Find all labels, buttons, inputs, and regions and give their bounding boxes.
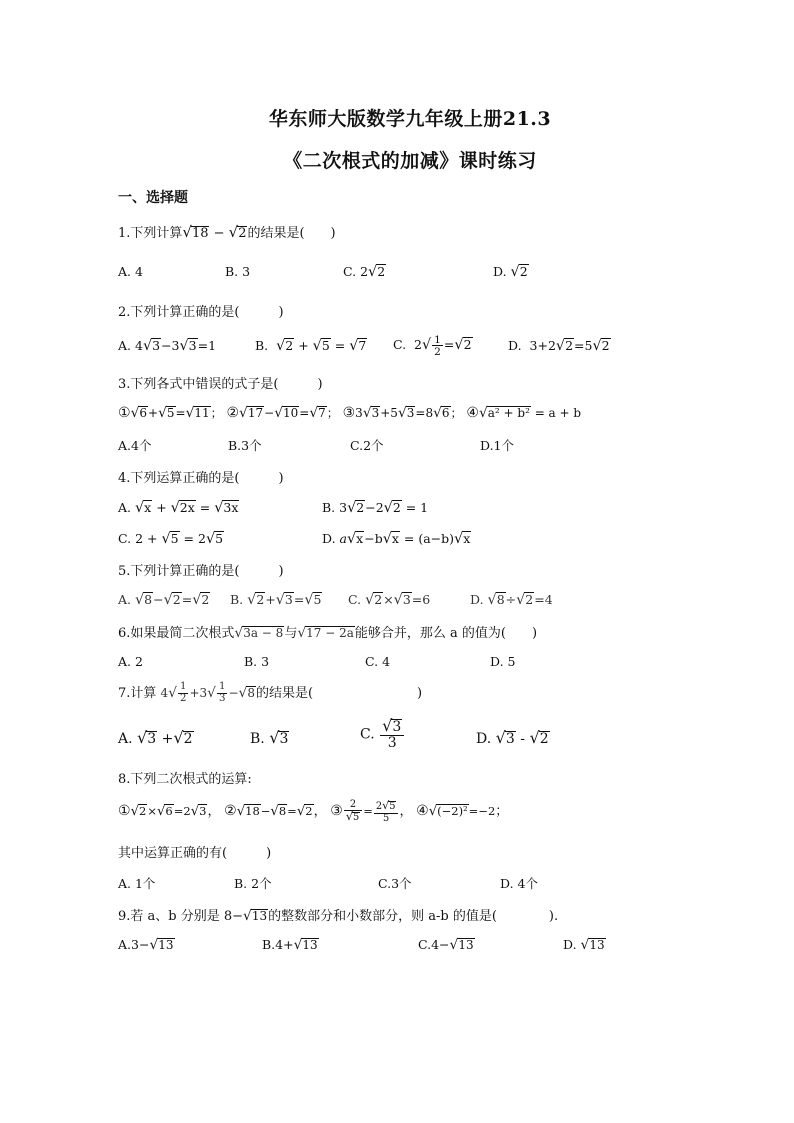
question-1-stem: 1.下列计算√18 − √2的结果是( ) <box>118 223 336 241</box>
option-d[interactable]: D.1个 <box>480 438 515 453</box>
question-8-stem: 8.下列二次根式的运算: <box>118 772 252 787</box>
question-9-stem: 9.若 a、b 分别是 8−√13的整数部分和小数部分，则 a-b 的值是( ). <box>118 908 559 924</box>
question-5-stem: 5.下列计算正确的是( ) <box>118 564 284 579</box>
option-b[interactable]: B. 3√2−2√2 = 1 <box>322 500 429 516</box>
option-b[interactable]: B. √2+√3=√5 <box>230 592 322 608</box>
page-title: 华东师大版数学九年级上册21.3 <box>268 108 552 130</box>
question-4-stem: 4.下列运算正确的是( ) <box>118 471 284 486</box>
option-a[interactable]: A. √3 +√2 <box>118 728 193 747</box>
option-b[interactable]: B. √3 <box>250 728 289 747</box>
question-8-prompt: 其中运算正确的有( ) <box>118 846 272 861</box>
option-b[interactable]: B.3个 <box>228 438 262 453</box>
option-c[interactable]: C. $\frac{√3}{3}$ <box>360 718 405 751</box>
question-6-stem: 6.如果最简二次根式√3a − 8与√17 − 2a能够合并，那么 a 的值为( ) <box>118 625 538 641</box>
option-a[interactable]: A.3−√13 <box>118 937 174 953</box>
option-b[interactable]: B. 3 <box>225 264 251 279</box>
option-d[interactable]: D. √2 <box>493 264 528 280</box>
option-a[interactable]: A. 2 <box>118 654 143 669</box>
option-b[interactable]: B. 2个 <box>234 876 272 891</box>
section-heading: 一、选择题 <box>118 190 188 206</box>
option-c[interactable]: C. 2√2 <box>343 264 386 280</box>
question-7-stem: 7.计算 4√ $\frac{1}{2}$ +3√ $\frac{1}{3}$ −√8的结果是( ) <box>118 681 423 704</box>
option-c[interactable]: C. √2×√3=6 <box>348 592 431 608</box>
option-a[interactable]: A. 4√3−3√3=1 <box>118 338 217 354</box>
page-subtitle: 《二次根式的加减》课时练习 <box>283 150 537 172</box>
question-2-stem: 2.下列计算正确的是( ) <box>118 305 284 320</box>
option-c[interactable]: C.2个 <box>350 438 384 453</box>
option-d[interactable]: D. a√x−b√x = (a−b)√x <box>322 531 471 547</box>
option-d[interactable]: D. √13 <box>563 937 605 953</box>
option-d[interactable]: D. √8÷√2=4 <box>470 592 553 608</box>
question-3-stem: 3.下列各式中错误的式子是( ) <box>118 377 323 392</box>
option-b[interactable]: B. 3 <box>244 654 270 669</box>
option-d[interactable]: D. 5 <box>490 654 516 669</box>
question-3-expressions: ①√6+√5=√11； ②√17−√10=√7； ③3√3+5√3=8√6； ④√a² + b² = a + b <box>118 405 582 421</box>
option-a[interactable]: A. √x + √2x = √3x <box>118 500 239 516</box>
question-8-expressions: ①√2×√6=2√3， ②√18−√8=√2， ③ $\frac{2}{√5}$ = $\frac{2√5}{5}$ ， ④√(−2)²=−2； <box>118 799 509 824</box>
option-d[interactable]: D. √3 - √2 <box>476 728 549 747</box>
option-a[interactable]: A. 4 <box>118 264 143 279</box>
option-a[interactable]: A.4个 <box>118 438 152 453</box>
option-c[interactable]: C. 2√ $\frac{1}{2}$ =√2 <box>393 333 472 359</box>
option-d[interactable]: D. 4个 <box>500 876 538 891</box>
option-c[interactable]: C. 4 <box>365 654 391 669</box>
option-b[interactable]: B. √2 + √5 = √7 <box>255 338 367 354</box>
option-c[interactable]: C. 2 + √5 = 2√5 <box>118 531 224 547</box>
option-d[interactable]: D. 3+2√2=5√2 <box>508 338 610 354</box>
option-b[interactable]: B.4+√13 <box>262 937 318 953</box>
option-a[interactable]: A. √8−√2=√2 <box>118 592 210 608</box>
option-c[interactable]: C.3个 <box>378 876 412 891</box>
option-a[interactable]: A. 1个 <box>118 876 156 891</box>
option-c[interactable]: C.4−√13 <box>418 937 474 953</box>
